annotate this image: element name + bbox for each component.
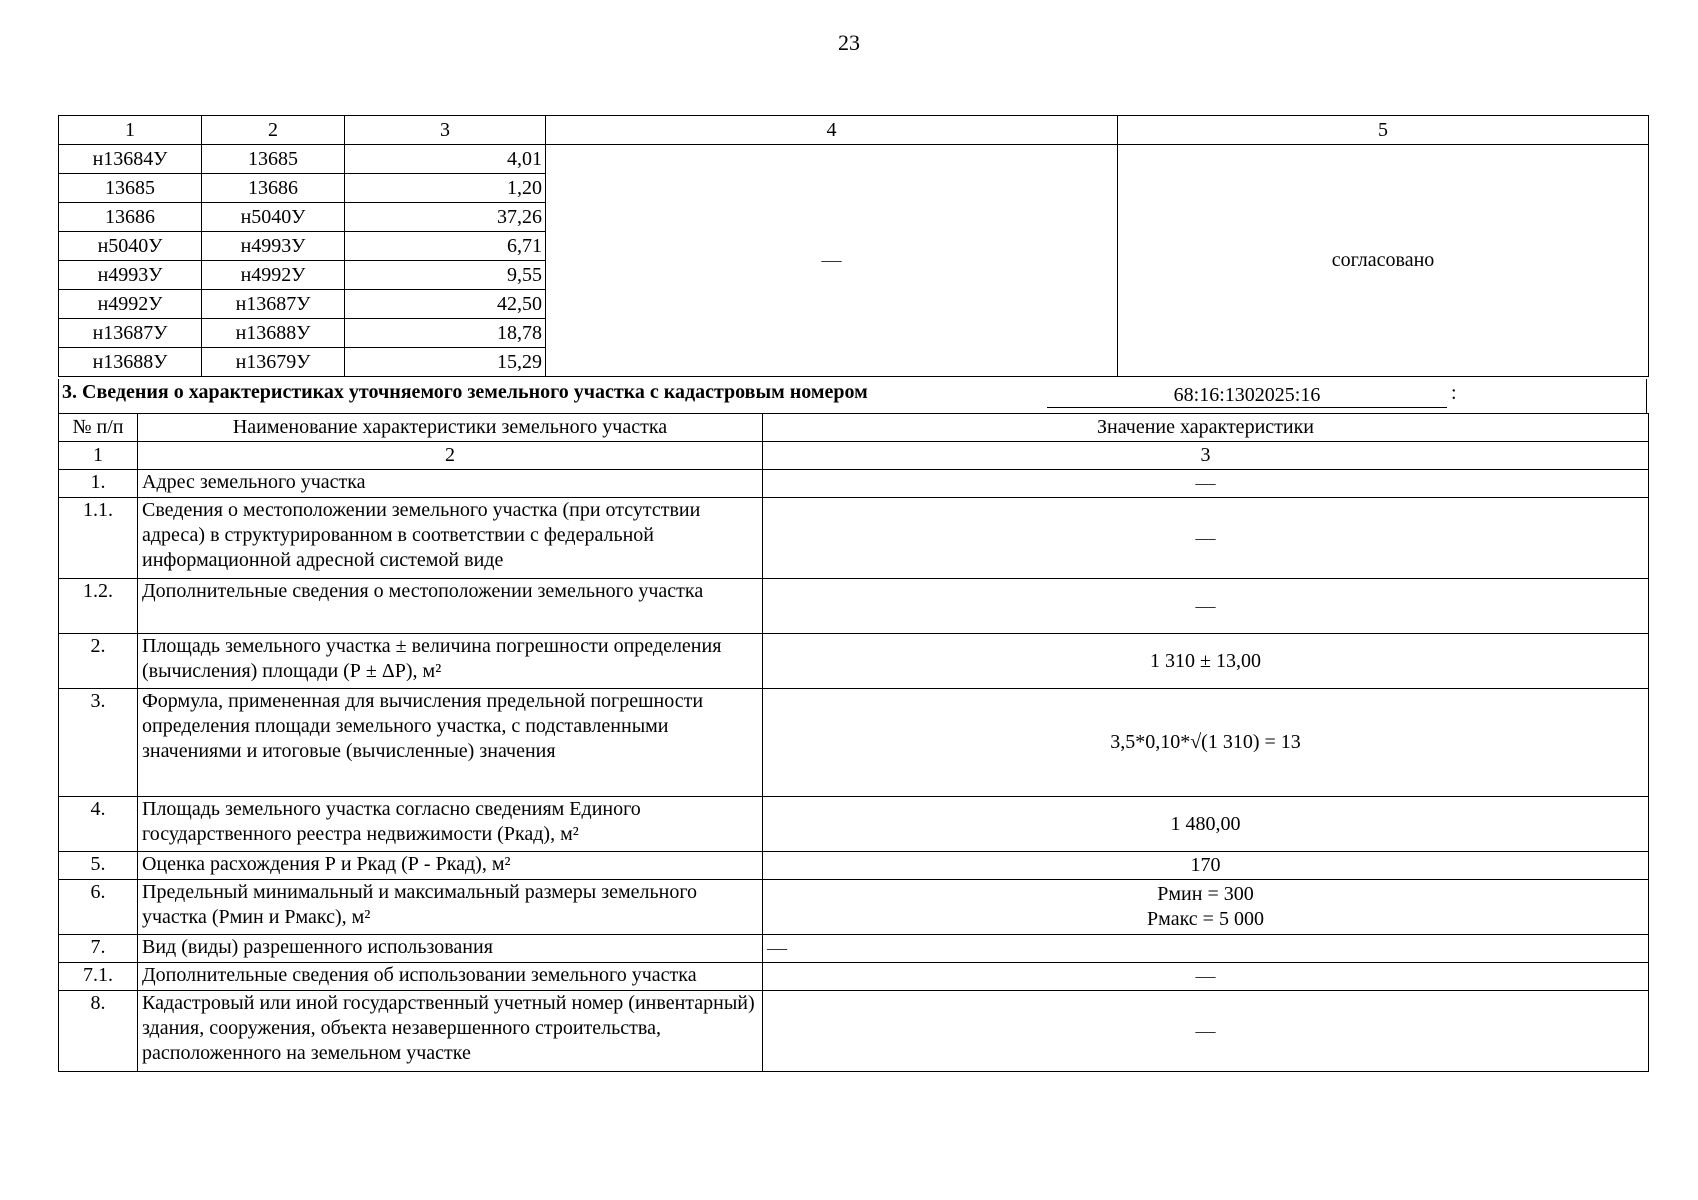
max-area-value: Рмакс = 5 000 bbox=[1147, 908, 1264, 930]
header-value: Значение характеристики bbox=[763, 414, 1649, 442]
row-name: Вид (виды) разрешенного использования bbox=[138, 935, 763, 963]
cadastral-colon: : bbox=[1451, 382, 1457, 404]
row-number: 2. bbox=[59, 634, 138, 689]
row-value: 170 bbox=[763, 852, 1649, 880]
row-value: — bbox=[763, 963, 1649, 991]
header-name: Наименование характеристики земельного участка bbox=[138, 414, 763, 442]
row-value: — bbox=[763, 935, 1649, 963]
table-row bbox=[59, 498, 1649, 579]
from-point: н13688У bbox=[59, 348, 202, 377]
from-point: н13687У bbox=[59, 319, 202, 348]
from-point: 13685 bbox=[59, 174, 202, 203]
description-value: — bbox=[821, 249, 842, 271]
row-value: — bbox=[763, 498, 1649, 579]
min-area-value: Рмин = 300 bbox=[1157, 883, 1254, 905]
row-value: — bbox=[763, 579, 1649, 634]
boundary-segments-table bbox=[58, 115, 1649, 377]
table-row bbox=[59, 963, 1649, 991]
distance: 9,55 bbox=[345, 261, 546, 290]
cadastral-number: 68:16:1302025:16 bbox=[1047, 383, 1447, 408]
row-name: Предельный минимальный и максимальный размеры земельного участка (Рмин и Рмакс), м² bbox=[138, 880, 763, 935]
table-header-row bbox=[59, 414, 1649, 442]
distance: 15,29 bbox=[345, 348, 546, 377]
row-value: 1 480,00 bbox=[763, 797, 1649, 852]
col-header-5: 5 bbox=[1118, 116, 1649, 145]
column-number-1: 1 bbox=[59, 442, 138, 470]
row-name: Площадь земельного участка ± величина погрешности определения (вычисления) площади (Р ± ΔР), м² bbox=[138, 634, 763, 689]
to-point: н4992У bbox=[202, 261, 345, 290]
row-value: 3,5*0,10*√(1 310) = 13 bbox=[763, 689, 1649, 797]
approval-status: согласовано bbox=[1331, 249, 1435, 271]
column-number-3: 3 bbox=[763, 442, 1649, 470]
approval-cell bbox=[1118, 145, 1649, 377]
table-row bbox=[59, 852, 1649, 880]
distance: 4,01 bbox=[345, 145, 546, 174]
row-number: 1. bbox=[59, 470, 138, 498]
table-row bbox=[59, 991, 1649, 1072]
section-heading bbox=[58, 379, 1647, 413]
row-number: 4. bbox=[59, 797, 138, 852]
row-name: Адрес земельного участка bbox=[138, 470, 763, 498]
distance: 1,20 bbox=[345, 174, 546, 203]
from-point: н5040У bbox=[59, 232, 202, 261]
column-number-row bbox=[59, 442, 1649, 470]
row-name: Кадастровый или иной государственный учетный номер (инвентарный) здания, сооружения, объекта незавершенного строительства, расположенного на земельном участке bbox=[138, 991, 763, 1072]
description-cell bbox=[546, 145, 1118, 377]
to-point: н13679У bbox=[202, 348, 345, 377]
row-name: Дополнительные сведения об использовании земельного участка bbox=[138, 963, 763, 991]
col-header-2: 2 bbox=[202, 116, 345, 145]
row-number: 1.1. bbox=[59, 498, 138, 579]
to-point: н13687У bbox=[202, 290, 345, 319]
to-point: н5040У bbox=[202, 203, 345, 232]
row-name: Дополнительные сведения о местоположении земельного участка bbox=[138, 579, 763, 634]
to-point: н13688У bbox=[202, 319, 345, 348]
header-number: № п/п bbox=[59, 414, 138, 442]
table-row bbox=[59, 634, 1649, 689]
to-point: 13686 bbox=[202, 174, 345, 203]
row-number: 5. bbox=[59, 852, 138, 880]
table-row bbox=[59, 579, 1649, 634]
col-header-1: 1 bbox=[59, 116, 202, 145]
table-row bbox=[59, 797, 1649, 852]
col-header-4: 4 bbox=[546, 116, 1118, 145]
table-row bbox=[59, 145, 1649, 174]
table-row bbox=[59, 470, 1649, 498]
to-point: 13685 bbox=[202, 145, 345, 174]
distance: 6,71 bbox=[345, 232, 546, 261]
row-number: 7.1. bbox=[59, 963, 138, 991]
row-value bbox=[763, 880, 1649, 935]
row-number: 8. bbox=[59, 991, 138, 1072]
distance: 18,78 bbox=[345, 319, 546, 348]
row-name: Сведения о местоположении земельного участка (при отсутствии адреса) в структурированном в соответствии с федеральной информационной адресной системой виде bbox=[138, 498, 763, 579]
from-point: н4993У bbox=[59, 261, 202, 290]
row-number: 3. bbox=[59, 689, 138, 797]
row-value: 1 310 ± 13,00 bbox=[763, 634, 1649, 689]
col-header-3: 3 bbox=[345, 116, 546, 145]
from-point: н13684У bbox=[59, 145, 202, 174]
row-number: 1.2. bbox=[59, 579, 138, 634]
characteristics-table bbox=[58, 413, 1649, 1072]
row-name: Площадь земельного участка согласно сведениям Единого государственного реестра недвижимости (Ркад), м² bbox=[138, 797, 763, 852]
to-point: н4993У bbox=[202, 232, 345, 261]
row-name: Формула, примененная для вычисления предельной погрешности определения площади земельного участка, с подставленными значениями и итоговые (вычисленные) значения bbox=[138, 689, 763, 797]
row-name: Оценка расхождения Р и Ркад (Р - Ркад), м² bbox=[138, 852, 763, 880]
table-row bbox=[59, 880, 1649, 935]
distance: 42,50 bbox=[345, 290, 546, 319]
row-value: — bbox=[763, 991, 1649, 1072]
column-number-2: 2 bbox=[138, 442, 763, 470]
table-row bbox=[59, 689, 1649, 797]
from-point: н4992У bbox=[59, 290, 202, 319]
row-number: 6. bbox=[59, 880, 138, 935]
section-title: 3. Сведения о характеристиках уточняемого земельного участка с кадастровым номером bbox=[62, 381, 868, 403]
row-value: — bbox=[763, 470, 1649, 498]
table-header-row bbox=[59, 116, 1649, 145]
table-row bbox=[59, 935, 1649, 963]
from-point: 13686 bbox=[59, 203, 202, 232]
row-number: 7. bbox=[59, 935, 138, 963]
page-number: 23 bbox=[838, 30, 860, 55]
distance: 37,26 bbox=[345, 203, 546, 232]
